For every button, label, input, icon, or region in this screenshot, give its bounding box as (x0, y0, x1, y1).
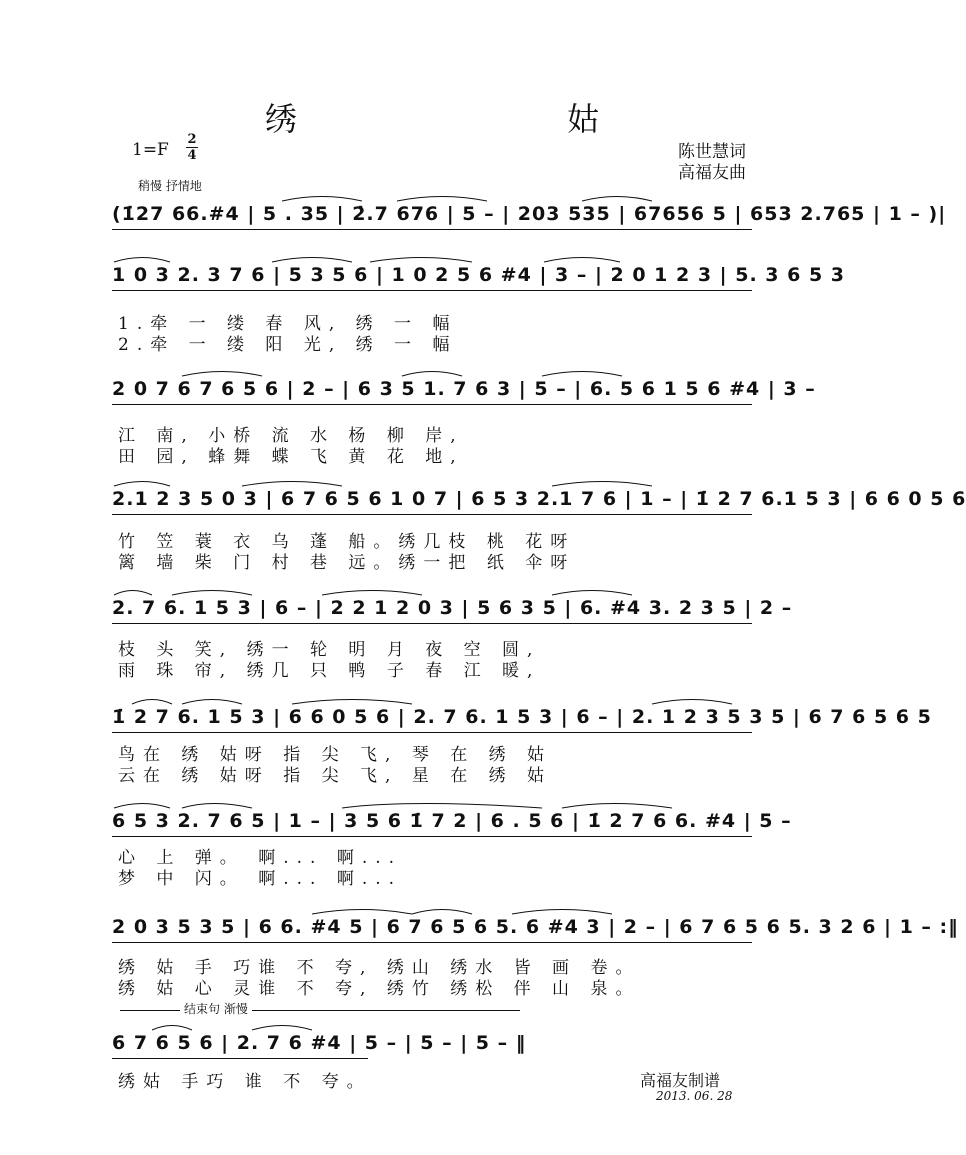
ending-label: 结束句 渐慢 (180, 1000, 252, 1017)
time-signature (186, 133, 198, 162)
arranger-credit: 高福友制谱 (640, 1071, 721, 1090)
lyrics-block-7 (118, 958, 746, 1000)
lyric-verse-1: 鸟在 绣 姑呀 指 尖 飞, 琴 在 绣 姑 (118, 745, 553, 765)
notation-row-3 (112, 486, 966, 515)
lyrics-block-5 (118, 745, 746, 787)
credits (678, 142, 746, 184)
lyrics-block-6 (118, 848, 746, 890)
lyric-verse-1: 竹 笠 蓑 衣 乌 蓬 船。绣几枝 桃 花呀 (118, 532, 576, 552)
notation-row-5 (112, 704, 932, 733)
notes-line: 6 5 3 2. 7 6 5 | 1 – | 3 5 6 1̇ 7 2 | 6 . 5 6 | 1̇ 2 7 6 6. #4 | 5 – (112, 810, 792, 832)
lyric-verse-1: 枝 头 笑, 绣一 轮 明 月 夜 空 圆, (118, 640, 541, 660)
composer: 高福友曲 (678, 163, 746, 183)
lyric-verse-1: 心 上 弹。 啊... 啊... (118, 848, 403, 868)
notes-line: (1̇27 66.#4 | 5 . 35 | 2̇.7 676 | 5 – | 203 535 | 67656 5 | 653 2.765 | 1 – )| (112, 203, 947, 225)
lyricist: 陈世慧词 (678, 142, 746, 162)
key-signature: 1=F (132, 140, 169, 160)
notation-row-intro (112, 201, 947, 230)
lyric-verse-2: 梦 中 闪。 啊... 啊... (118, 869, 403, 889)
lyric-verse-1: 1.牵 一 缕 春 风, 绣 一 幅 (118, 314, 458, 334)
lyrics-block-4 (118, 640, 746, 682)
lyric-verse-1: 绣 姑 手 巧谁 不 夸, 绣山 绣水 皆 画 卷。 (118, 958, 641, 978)
notation-row-ending (112, 1030, 752, 1059)
notes-line: 1 0 3 2. 3 7 6 | 5 3 5 6 | 1 0 2 5 6 #4 | 3 – | 2 0 1 2 3 | 5. 3 6 5 3 (112, 264, 846, 286)
lyric-verse-1: 江 南, 小桥 流 水 杨 柳 岸, (118, 426, 464, 446)
lyric-verse-2: 雨 珠 帘, 绣几 只 鸭 子 春 江 暖, (118, 661, 541, 681)
notes-line: 2.1 2 3 5 0 3 | 6 7 6 5 6 1 0 7 | 6 5 3 2.1 7 6 | 1 – | 1̇ 2 7 6.1 5 3 | 6 6 0 5 6 (112, 488, 966, 510)
notation-row-7 (112, 914, 959, 943)
lyrics-block-3 (118, 532, 746, 574)
meter-top: 2 (187, 132, 197, 147)
notes-line: 1̇ 2 7 6. 1 5 3 | 6 6 0 5 6 | 2. 7 6. 1 5 3 | 6 – | 2. 1 2 3 5 3 5 | 6 7 6 5 6 5 (112, 706, 932, 728)
tempo-marking: 稍慢 抒情地 (138, 179, 202, 193)
notes-line: 6 7 6 5 6 | 2. 7 6 #4 | 5 – | 5 – | 5 – ‖ (112, 1032, 527, 1054)
notation-row-4 (112, 595, 793, 624)
arrangement-date: 2013. 06. 28 (656, 1089, 733, 1103)
lyrics-block-ending (118, 1072, 578, 1093)
notation-row-2 (112, 376, 816, 405)
lyric-verse-2: 田 园, 蜂舞 蝶 飞 黄 花 地, (118, 447, 464, 467)
notes-line: 2 0 7 6 7 6 5 6 | 2 – | 6 3 5 1. 7 6 3 | 5 – | 6. 5 6 1 5 6 #4 | 3 – (112, 378, 816, 400)
lyric-verse-2: 绣 姑 心 灵谁 不 夸, 绣竹 绣松 伴 山 泉。 (118, 979, 641, 999)
lyric-ending: 绣姑 手巧 谁 不 夸。 (118, 1072, 372, 1092)
lyrics-block-2 (118, 426, 746, 468)
lyrics-block-1 (118, 314, 746, 356)
lyric-verse-2: 云在 绣 姑呀 指 尖 飞, 星 在 绣 姑 (118, 766, 553, 786)
notation-row-6 (112, 808, 792, 837)
lyric-verse-2: 2.牵 一 缕 阳 光, 绣 一 幅 (118, 335, 458, 355)
song-title: 绣 姑 (264, 100, 730, 138)
notes-line: 2. 7 6. 1 5 3 | 6 – | 2 2 1 2 0 3 | 5 6 3 5 | 6. #4 3. 2 3 5 | 2 – (112, 597, 793, 619)
meter-bottom: 4 (187, 148, 197, 163)
notes-line: 2 0 3 5 3 5 | 6 6. #4 5 | 6 7 6 5 6 5. 6 #4 3 | 2 – | 6 7 6 5 6 5. 3 2 6 | 1 – :‖ (112, 916, 959, 938)
lyric-verse-2: 篱 墙 柴 门 村 巷 远。绣一把 纸 伞呀 (118, 553, 576, 573)
notation-row-1 (112, 262, 846, 291)
